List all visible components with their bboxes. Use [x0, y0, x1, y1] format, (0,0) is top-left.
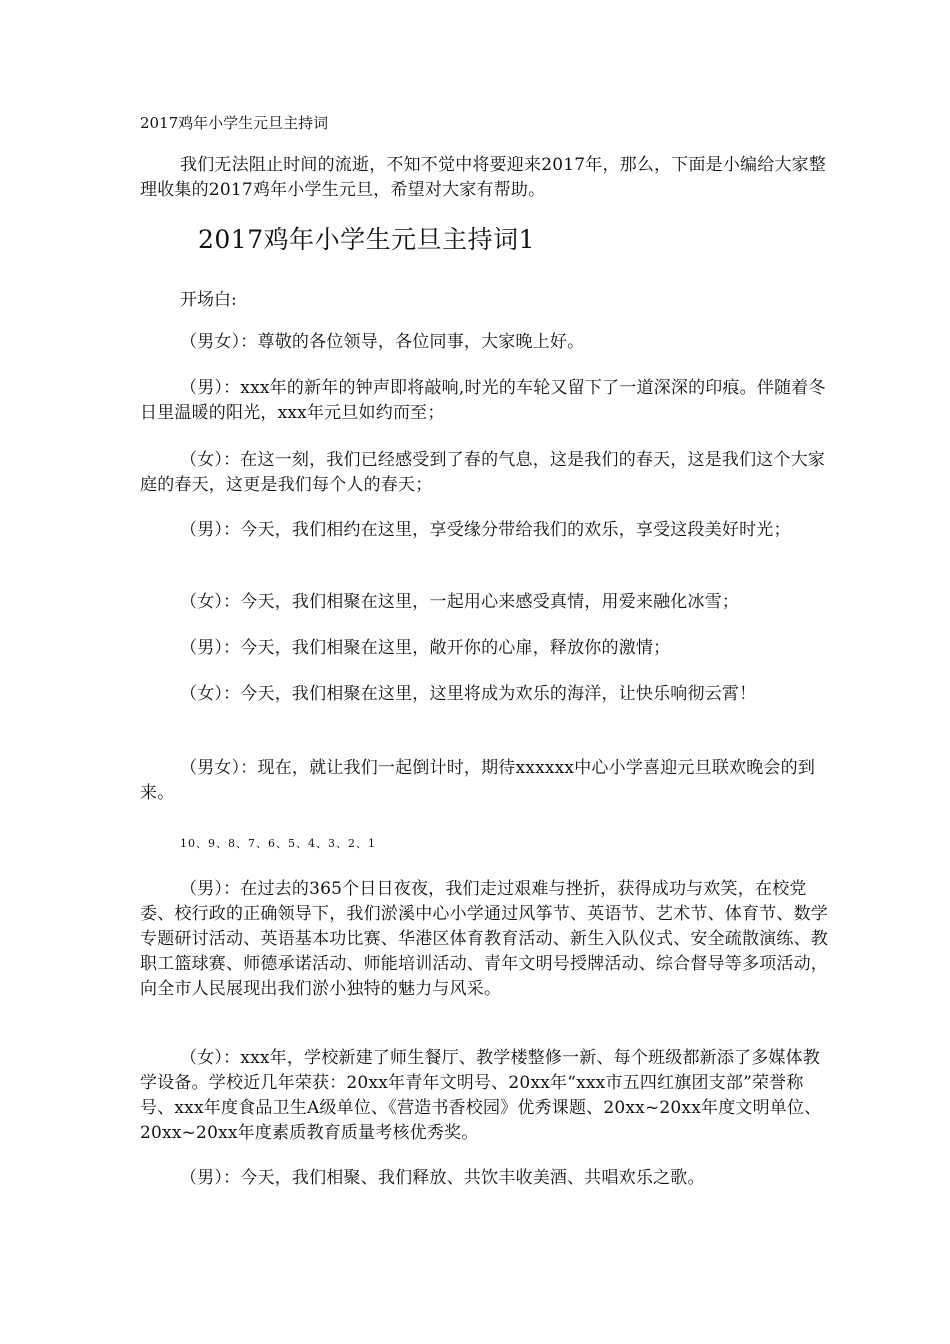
- intro-paragraph: 我们无法阻止时间的流逝，不知不觉中将要迎来2017年，那么，下面是小编给大家整理收集的2017鸡年小学生元旦，希望对大家有帮助。: [140, 155, 827, 200]
- script-line: （女）：在这一刻，我们已经感受到了春的气息，这是我们的春天，这是我们这个大家庭的春天，这更是我们每个人的春天；: [140, 450, 826, 495]
- opening-label: 开场白:: [180, 290, 237, 310]
- countdown-text: 10、9、8、7、6、5、4、3、2、1: [180, 837, 376, 850]
- section-heading: 2017鸡年小学生元旦主持词1: [198, 225, 536, 254]
- script-line: （男）：xxx年的新年的钟声即将敲响,时光的车轮又留下了一道深深的印痕。伴随着冬日里温暖的阳光，xxx年元旦如约而至；: [140, 378, 826, 423]
- script-line: （男女）：现在，就让我们一起倒计时，期待xxxxxx中心小学喜迎元旦联欢晚会的到来。: [140, 758, 816, 803]
- script-line: （女）：xxx年，学校新建了师生餐厅、教学楼整修一新、每个班级都新添了多媒体教学设备。学校近几年荣获：20xx年青年文明号、20xx年“xxx市五四红旗团支部”荣誉称号、xxx年度食品卫生A级单位、《营造书香校园》优秀课题、20xx~20xx年度文明单位、20xx~20xx年度素质教育质量考核优秀奖。: [140, 1048, 822, 1143]
- script-line: （女）：今天，我们相聚在这里，这里将成为欢乐的海洋，让快乐响彻云霄！: [180, 684, 757, 704]
- script-line: （男）：在过去的365个日日夜夜，我们走过艰难与挫折，获得成功与欢笑，在校党委、校行政的正确领导下，我们淤溪中心小学通过风筝节、英语节、艺术节、体育节、数学专题研讨活动、英语基本功比赛、华港区体育教育活动、新生入队仪式、安全疏散演练、教职工篮球赛、师德承诺活动、师能培训活动、青年文明号授牌活动、综合督导等多项活动，向全市人民展现出我们淤小独特的魅力与风采。: [140, 879, 828, 999]
- document-title: 2017鸡年小学生元旦主持词: [140, 114, 329, 132]
- script-line: （男）：今天，我们相聚在这里，敞开你的心扉，释放你的激情；: [180, 638, 671, 658]
- script-line: （男女）：尊敬的各位领导，各位同事，大家晚上好。: [180, 332, 585, 352]
- script-line: （男）：今天，我们相约在这里，享受缘分带给我们的欢乐，享受这段美好时光；: [180, 520, 791, 540]
- script-line: （男）：今天，我们相聚、我们释放、共饮丰收美酒、共唱欢乐之歌。: [180, 1168, 705, 1188]
- script-line: （女）：今天，我们相聚在这里，一起用心来感受真情，用爱来融化冰雪；: [180, 592, 740, 612]
